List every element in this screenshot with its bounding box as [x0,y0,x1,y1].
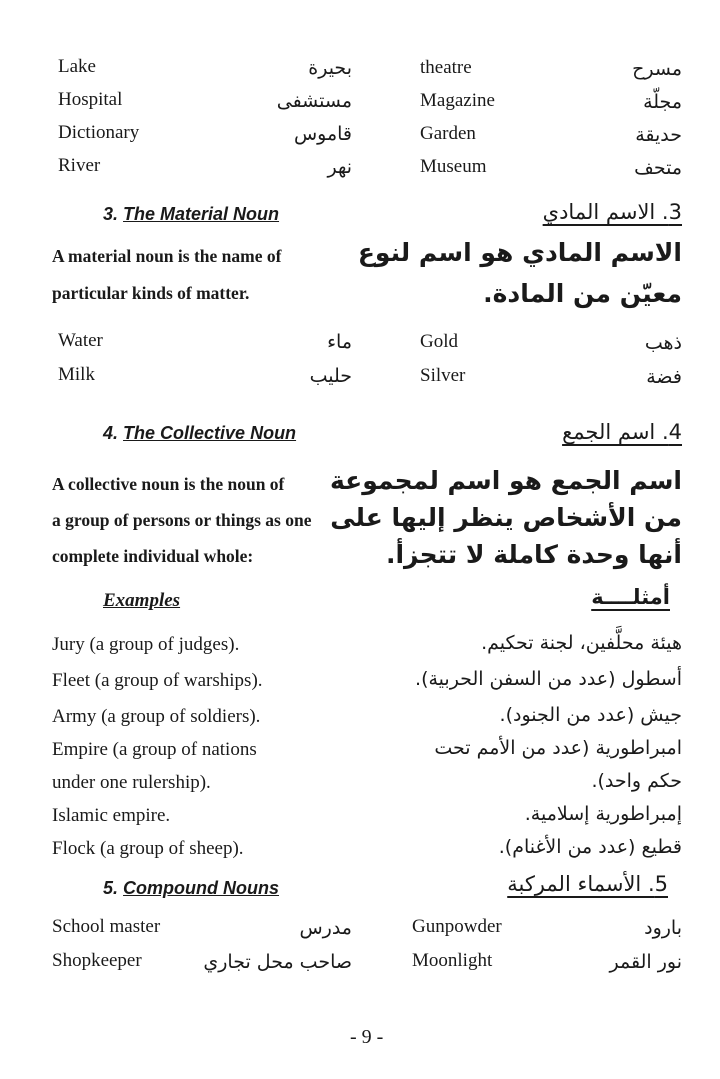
word-en-dictionary: Dictionary [58,122,140,143]
word-ar-school-master: مدرس [299,917,352,939]
example-ar-1: هيئة محلَّفين، لجنة تحكيم. [481,632,682,654]
word-en-river: River [58,155,101,176]
word-ar-lake: بحيرة [308,57,352,79]
example-ar-4: امبراطورية (عدد من الأمم تحت [434,737,682,759]
collective-def-en-line3: complete individual whole: [52,546,254,566]
word-ar-moonlight: نور القمر [609,951,682,973]
word-en-theatre: theatre [420,57,472,78]
example-ar-6: إمبراطورية إسلامية. [524,803,682,825]
collective-number: 4. [103,423,119,443]
word-en-museum: Museum [420,156,487,177]
material-def-en-line2: particular kinds of matter. [52,283,250,303]
compound-number: 5. [103,878,119,898]
material-heading-ar: 3. الاسم المادي [542,200,682,224]
example-en-3: Army (a group of soldiers). [52,706,261,727]
material-title: The Material Noun [123,204,280,224]
word-ar-silver: فضة [646,366,682,388]
example-en-4: Empire (a group of nations [52,739,257,760]
word-en-gunpowder: Gunpowder [412,916,502,937]
example-en-1: Jury (a group of judges). [52,634,240,655]
collective-def-en-line2: a group of persons or things as one [52,510,312,530]
word-ar-garden: حديقة [635,124,682,146]
word-ar-shopkeeper: صاحب محل تجاري [203,951,352,973]
compound-heading-en [103,878,279,899]
word-en-school-master: School master [52,916,161,937]
word-ar-theatre: مسرح [632,58,682,80]
material-def-en-line1: A material noun is the name of [52,246,282,266]
material-heading-en [103,204,279,225]
word-en-garden: Garden [420,123,476,144]
example-en-6: Islamic empire. [52,805,171,826]
material-number: 3. [103,204,119,224]
word-en-gold: Gold [420,331,458,352]
collective-def-en-line1: A collective noun is the noun of [52,474,285,494]
compound-heading-ar: 5. الأسماء المركبة [507,872,668,896]
word-ar-river: نهر [327,156,352,178]
examples-heading-ar: أمثلــــة [591,585,670,609]
example-ar-7: قطيع (عدد من الأغنام). [498,836,682,858]
word-ar-dictionary: قاموس [293,123,352,145]
word-ar-gold: ذهب [644,332,682,354]
example-en-7: Flock (a group of sheep). [52,838,244,859]
compound-title: Compound Nouns [123,878,280,898]
collective-def-ar-line2: من الأشخاص ينظر إليها على [330,503,682,532]
material-def-ar-line1: الاسم المادي هو اسم لنوع [357,238,682,267]
word-ar-water: ماء [327,331,352,353]
word-ar-magazine: مجلّة [643,91,682,113]
examples-heading-en: Examples [103,590,181,611]
example-en-2: Fleet (a group of warships). [52,670,263,691]
example-ar-3: جيش (عدد من الجنود). [499,704,682,726]
word-en-water: Water [58,330,103,351]
word-ar-hospital: مستشفى [276,90,352,112]
example-en-5: under one rulership). [52,772,211,793]
word-en-shopkeeper: Shopkeeper [52,950,142,971]
material-def-ar-line2: معيّن من المادة. [483,279,682,308]
collective-def-ar-line1: اسم الجمع هو اسم لمجموعة [330,466,682,495]
word-en-moonlight: Moonlight [412,950,493,971]
word-en-hospital: Hospital [58,89,123,110]
word-en-milk: Milk [58,364,95,385]
collective-def-ar-line3: أنها وحدة كاملة لا تتجزأ. [385,540,682,569]
page-number: - 9 - [350,1026,384,1048]
collective-heading-en [103,423,296,444]
word-en-lake: Lake [58,56,96,77]
word-ar-museum: متحف [634,157,682,179]
example-ar-2: أسطول (عدد من السفن الحربية). [415,668,682,690]
word-ar-gunpowder: بارود [644,917,682,939]
word-en-silver: Silver [420,365,466,386]
word-ar-milk: حليب [309,365,352,387]
collective-title: The Collective Noun [123,423,297,443]
example-ar-5: حكم واحد). [591,770,682,792]
word-en-magazine: Magazine [420,90,495,111]
collective-heading-ar: 4. اسم الجمع [562,420,682,444]
